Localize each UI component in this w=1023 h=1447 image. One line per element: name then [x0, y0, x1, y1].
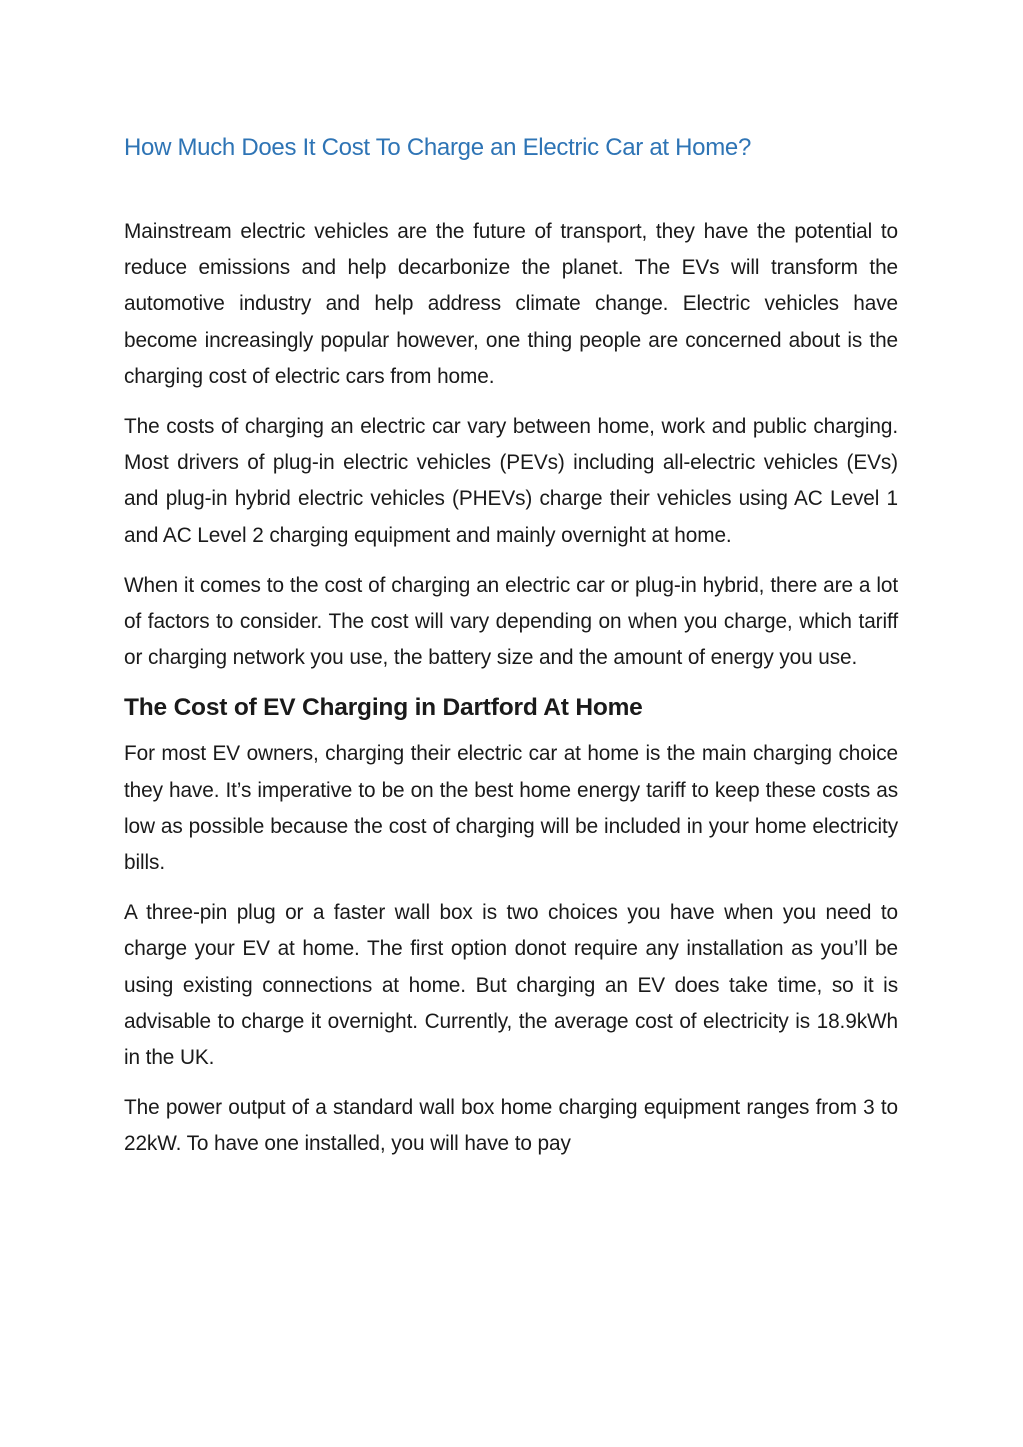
document-body — [124, 130, 898, 1163]
paragraph-section-2: A three-pin plug or a faster wall box is two choices you have when you need to charge your EV at home. The first option donot require any installation as you’ll be using existing connections at home. But charging an EV does take time, so it is advisable to charge it overnight. Currently, the average cost of electricity is 18.9kWh in the UK. — [124, 901, 898, 1070]
paragraph-section-3: The power output of a standard wall box home charging equipment ranges from 3 to 22kW. To have one installed, you will have to pay — [124, 1096, 898, 1156]
paragraph-intro-3: When it comes to the cost of charging an electric car or plug-in hybrid, there are a lot of factors to consider. The cost will vary depending on when you charge, which tariff or charging network you use, the battery size and the amount of energy you use. — [124, 573, 898, 670]
section-heading: The Cost of EV Charging in Dartford At Home — [124, 694, 643, 722]
paragraph-section-1: For most EV owners, charging their electric car at home is the main charging choice they have. It’s imperative to be on the best home energy tariff to keep these costs as low as possible because the cost of charging will be included in your home electricity bills. — [124, 742, 898, 875]
document-title: How Much Does It Cost To Charge an Electric Car at Home? — [124, 134, 752, 161]
paragraph-intro-2: The costs of charging an electric car vary between home, work and public charging. Most drivers of plug-in electric vehicles (PEVs) including all-electric vehicles (EVs) and plug-in hybrid electric vehicles (PHEVs) charge their vehicles using AC Level 1 and AC Level 2 charging equipment and mainly overnight at home. — [124, 415, 898, 547]
paragraph-intro-1: Mainstream electric vehicles are the future of transport, they have the potential to reduce emissions and help decarbonize the planet. The EVs will transform the automotive industry and help address climate change. Electric vehicles have become increasingly popular however, one thing people are concerned about is the charging cost of electric cars from home. — [124, 220, 898, 388]
